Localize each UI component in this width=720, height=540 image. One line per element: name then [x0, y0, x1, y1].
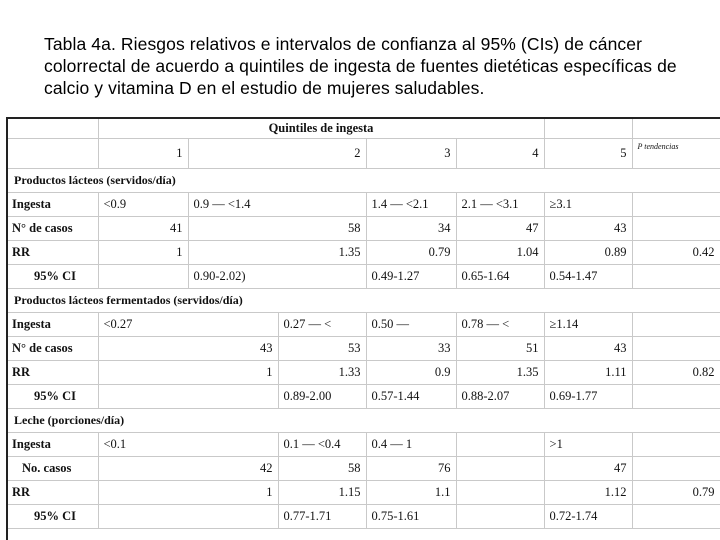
- table-cell: <0.1: [98, 433, 278, 457]
- table-cell: ≥1.14: [544, 313, 632, 337]
- table-cell: 1.33: [278, 361, 366, 385]
- table-cell: 0.79: [366, 241, 456, 265]
- quintile-5-header: 5: [544, 139, 632, 169]
- row-label: N° de casos: [8, 217, 98, 241]
- data-table: [8, 119, 720, 529]
- table-cell: 1.04: [456, 241, 544, 265]
- table-cell: 0.9: [366, 361, 456, 385]
- row-label: 95% CI: [8, 265, 98, 289]
- row-label: RR: [8, 361, 98, 385]
- table-cell: 0.88-2.07: [456, 385, 544, 409]
- table-cell: 43: [544, 217, 632, 241]
- table-row: [8, 505, 720, 529]
- table-row: [8, 193, 720, 217]
- section-title-dairy: Productos lácteos (servidos/día): [8, 169, 720, 193]
- quintile-4-header: 4: [456, 139, 544, 169]
- table-caption: Tabla 4a. Riesgos relativos e intervalos de confianza al 95% (CIs) de cáncer colorrectal de acuerdo a quintiles de ingesta de fuentes dietéticas específicas de calcio y vitamina D en el estudio de mujeres saludables.: [44, 34, 677, 98]
- table-row: [8, 337, 720, 361]
- table-row: [8, 217, 720, 241]
- section-title-milk: Leche (porciones/día): [8, 409, 720, 433]
- table-cell: 1.11: [544, 361, 632, 385]
- table-cell: 1: [98, 241, 188, 265]
- header-row-quintiles: [8, 119, 720, 139]
- table-cell: 0.75-1.61: [366, 505, 456, 529]
- section-title-fermented-dairy: Productos lácteos fermentados (servidos/día): [8, 289, 720, 313]
- table-cell: 0.77-1.71: [278, 505, 366, 529]
- table-row: [8, 457, 720, 481]
- table-cell: 0.4 — 1: [366, 433, 456, 457]
- quintile-2-header: 2: [188, 139, 366, 169]
- table-cell: 1.4 — <2.1: [366, 193, 456, 217]
- table-row: [8, 265, 720, 289]
- row-label: Ingesta: [8, 193, 98, 217]
- table-cell: 58: [278, 457, 366, 481]
- row-label: 95% CI: [8, 505, 98, 529]
- table-cell: ≥3.1: [544, 193, 632, 217]
- table-cell: 33: [366, 337, 456, 361]
- table-cell: 1: [98, 481, 278, 505]
- row-label: RR: [8, 481, 98, 505]
- table-cell: 1.1: [366, 481, 456, 505]
- row-label: Ingesta: [8, 313, 98, 337]
- table-cell: 1.15: [278, 481, 366, 505]
- table-cell: 0.90-2.02): [188, 265, 366, 289]
- table-cell: 1.35: [456, 361, 544, 385]
- table-row: [8, 313, 720, 337]
- table-cell: 43: [98, 337, 278, 361]
- p-trend-value: 0.42: [632, 241, 720, 265]
- table-cell: 0.9 — <1.4: [188, 193, 366, 217]
- quintiles-header: Quintiles de ingesta: [98, 119, 544, 139]
- table-cell: 0.89: [544, 241, 632, 265]
- table-row: [8, 481, 720, 505]
- row-label: Ingesta: [8, 433, 98, 457]
- table-cell: 0.27 — <: [278, 313, 366, 337]
- table-cell: 53: [278, 337, 366, 361]
- table-cell: 76: [366, 457, 456, 481]
- table-cell: 0.49-1.27: [366, 265, 456, 289]
- row-label: No. casos: [8, 457, 98, 481]
- data-table-container: [6, 117, 720, 540]
- table-cell: 0.69-1.77: [544, 385, 632, 409]
- table-cell: 0.89-2.00: [278, 385, 366, 409]
- p-trend-value: 0.79: [632, 481, 720, 505]
- table-cell: 0.57-1.44: [366, 385, 456, 409]
- table-cell: 58: [188, 217, 366, 241]
- section-title-row: [8, 409, 720, 433]
- row-label: RR: [8, 241, 98, 265]
- table-cell: 0.54-1.47: [544, 265, 632, 289]
- table-cell: 51: [456, 337, 544, 361]
- table-cell: <0.9: [98, 193, 188, 217]
- table-row: [8, 433, 720, 457]
- table-cell: 0.78 — <: [456, 313, 544, 337]
- table-row: [8, 385, 720, 409]
- header-row-numbers: [8, 139, 720, 169]
- table-cell: 41: [98, 217, 188, 241]
- quintile-3-header: 3: [366, 139, 456, 169]
- table-cell: 0.72-1.74: [544, 505, 632, 529]
- table-cell: 0.50 —: [366, 313, 456, 337]
- table-cell: 34: [366, 217, 456, 241]
- table-cell: 47: [456, 217, 544, 241]
- row-label: 95% CI: [8, 385, 98, 409]
- table-cell: 1.12: [544, 481, 632, 505]
- table-cell: 1: [98, 361, 278, 385]
- table-cell: 0.1 — <0.4: [278, 433, 366, 457]
- section-title-row: [8, 289, 720, 313]
- p-trend-value: 0.82: [632, 361, 720, 385]
- quintile-1-header: 1: [98, 139, 188, 169]
- table-cell: 47: [544, 457, 632, 481]
- table-cell: 42: [98, 457, 278, 481]
- table-cell: 1.35: [188, 241, 366, 265]
- table-cell: 0.65-1.64: [456, 265, 544, 289]
- table-cell: >1: [544, 433, 632, 457]
- row-label: N° de casos: [8, 337, 98, 361]
- p-trend-header: P tendencias: [632, 139, 720, 169]
- table-cell: 43: [544, 337, 632, 361]
- table-row: [8, 361, 720, 385]
- table-cell: <0.27: [98, 313, 278, 337]
- table-row: [8, 241, 720, 265]
- section-title-row: [8, 169, 720, 193]
- table-cell: 2.1 — <3.1: [456, 193, 544, 217]
